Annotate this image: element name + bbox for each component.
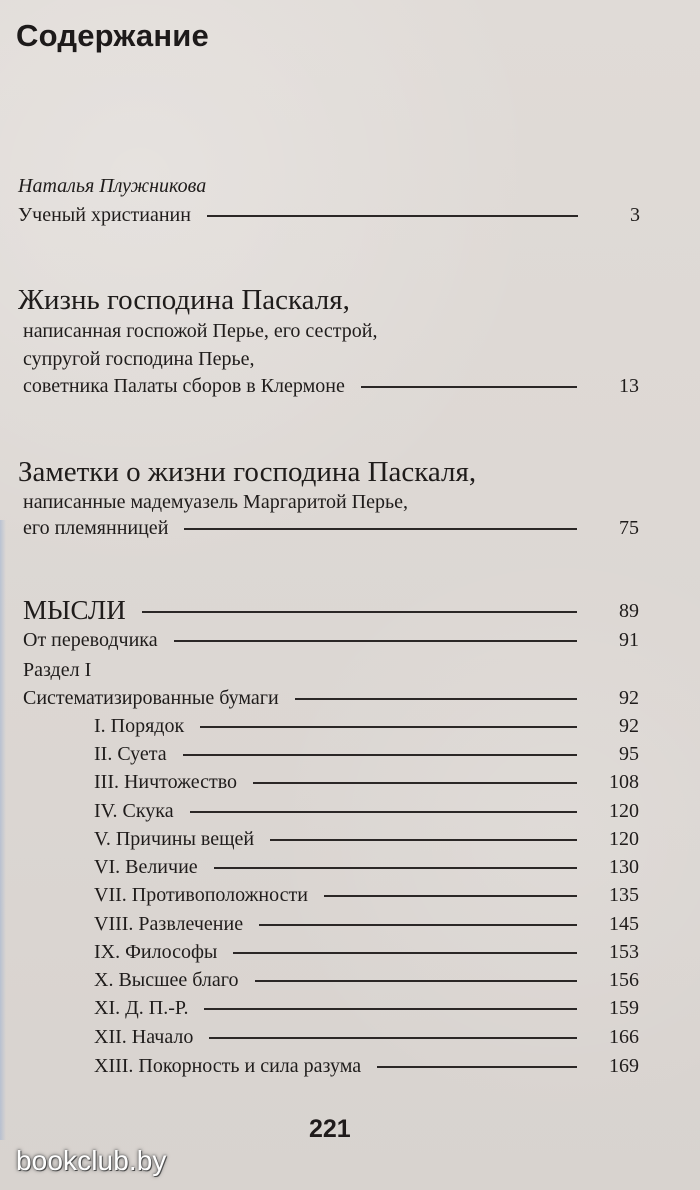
leader-line (253, 782, 577, 784)
toc-item-page: 145 (609, 913, 639, 935)
toc-item-page: 92 (619, 715, 639, 737)
toc-entry-label: МЫСЛИ (23, 595, 126, 625)
toc-entry-label: Систематизированные бумаги (23, 687, 279, 709)
toc-entry-label: Ученый христианин (18, 204, 191, 226)
toc-item (94, 942, 639, 962)
toc-item (94, 857, 639, 877)
leader-line (190, 811, 577, 813)
toc-item-label: IX. Философы (94, 941, 218, 963)
toc-item-page: 130 (609, 856, 639, 878)
watermark-brand: bookclub.by (16, 1145, 167, 1176)
leader-line (200, 726, 577, 728)
toc-item-label: VII. Противоположности (94, 884, 308, 906)
toc-entry-page: 13 (619, 375, 639, 397)
toc-entry-page: 92 (619, 687, 639, 709)
toc-item-page: 169 (609, 1055, 639, 1077)
toc-item-page: 120 (609, 828, 639, 850)
life-title: Жизнь господина Паскаля, (18, 284, 350, 316)
toc-item-label: XII. Начало (94, 1026, 194, 1048)
toc-item-label: V. Причины вещей (94, 828, 255, 850)
toc-item (94, 998, 639, 1018)
toc-entry-page: 75 (619, 517, 639, 539)
toc-item (94, 1027, 639, 1047)
toc-entry-notes (23, 518, 639, 538)
leader-line (174, 640, 577, 642)
toc-item-page: 166 (609, 1026, 639, 1048)
toc-item-page: 159 (609, 997, 639, 1019)
toc-item-label: XIII. Покорность и сила разума (94, 1055, 362, 1077)
leader-line (255, 980, 578, 982)
toc-item (94, 829, 639, 849)
toc-entry-label: его племянницей (23, 517, 169, 539)
toc-item-page: 135 (609, 884, 639, 906)
toc-item-label: VIII. Развлечение (94, 913, 244, 935)
toc-entry-page: 89 (619, 599, 639, 622)
author-name: Наталья Плужникова (18, 175, 207, 197)
toc-entry-page: 3 (630, 204, 640, 226)
contents-heading: Содержание (16, 18, 209, 53)
toc-item-label: I. Порядок (94, 715, 185, 737)
toc-item-label: X. Высшее благо (94, 969, 239, 991)
section-heading: Раздел I (23, 659, 92, 681)
leader-line (295, 698, 577, 700)
toc-item (94, 885, 639, 905)
toc-item (94, 744, 639, 764)
toc-item-page: 120 (609, 800, 639, 822)
leader-line (183, 754, 577, 756)
leader-line (207, 215, 578, 217)
leader-line (324, 895, 577, 897)
toc-entry-mysli (23, 597, 639, 624)
toc-entry-translator (23, 630, 639, 650)
toc-entry-life (23, 376, 639, 396)
toc-entry-label: советника Палаты сборов в Клермоне (23, 375, 345, 397)
leader-line (361, 386, 577, 388)
toc-entry-scientist (18, 205, 640, 225)
leader-line (209, 1037, 577, 1039)
toc-entry-label: От переводчика (23, 629, 158, 651)
toc-item (94, 801, 639, 821)
toc-item (94, 1056, 639, 1076)
notes-title: Заметки о жизни господина Паскаля, (18, 456, 477, 488)
page-edge-shadow (0, 520, 6, 1140)
life-subtitle-line-1: написанная госпожой Перье, его сестрой, (23, 320, 378, 342)
page-number: 221 (309, 1115, 351, 1143)
toc-item (94, 772, 639, 792)
leader-line (142, 611, 577, 613)
leader-line (184, 528, 577, 530)
toc-item-label: XI. Д. П.-Р. (94, 997, 189, 1019)
toc-entry-page: 91 (619, 629, 639, 651)
toc-item-label: III. Ничтожество (94, 771, 238, 793)
leader-line (259, 924, 577, 926)
life-subtitle-line-2: супругой господина Перье, (23, 348, 255, 370)
toc-item-page: 153 (609, 941, 639, 963)
leader-line (233, 952, 577, 954)
leader-line (214, 867, 577, 869)
leader-line (204, 1008, 577, 1010)
toc-item-label: II. Суета (94, 743, 167, 765)
toc-item (94, 970, 639, 990)
leader-line (377, 1066, 577, 1068)
leader-line (270, 839, 577, 841)
toc-item (94, 716, 639, 736)
toc-item-page: 156 (609, 969, 639, 991)
notes-subtitle-line-1: написанные мадемуазель Маргаритой Перье, (23, 491, 408, 513)
toc-item (94, 914, 639, 934)
toc-item-page: 108 (609, 771, 639, 793)
toc-item-page: 95 (619, 743, 639, 765)
toc-entry-systematized (23, 688, 639, 708)
toc-item-label: IV. Скука (94, 800, 174, 822)
toc-item-label: VI. Величие (94, 856, 198, 878)
